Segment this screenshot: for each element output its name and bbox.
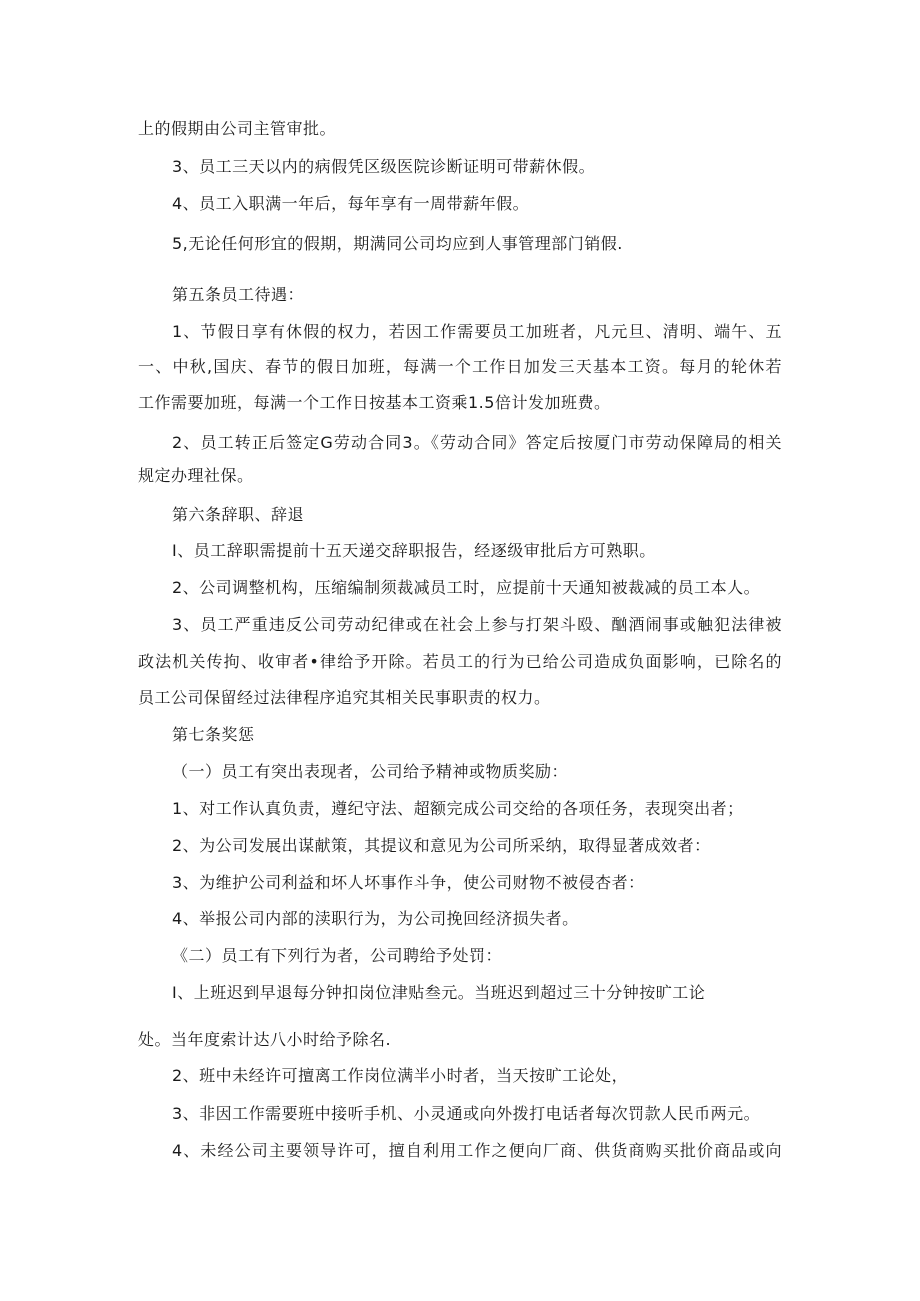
text-line: I、员工辞职需提前十五天递交辞职报告，经逐级审批后方可熟职。: [172, 541, 656, 560]
text-line: 2、员工转正后签定G劳动合同3。《劳动合同》答定后按厦门市劳动保障局的相关: [172, 433, 782, 452]
text-line: 3、为维护公司利益和坏人坏事作斗争，使公司财物不被侵杏者：: [172, 873, 645, 892]
text-line: 1、对工作认真负责，遵纪守法、超额完成公司交给的各项任务，表现突出者；: [172, 799, 744, 818]
text-line: 4、举报公司内部的渎职行为，为公司挽回经济损失者。: [172, 909, 579, 928]
text-line: 3、非因工作需要班中接听手机、小灵通或向外拨打电话者每次罚款人民币两元。: [172, 1104, 761, 1123]
text-line: （一）员工有突出表现者，公司给予精神或物质奖励：: [172, 762, 569, 781]
text-line: 4、未经公司主要领导许可，擅自利用工作之便向厂商、供货商购买批价商品或向: [172, 1141, 782, 1160]
text-line: 上的假期由公司主管审批。: [138, 119, 337, 138]
text-line: 5,无论任何形宜的假期，期满同公司均应到人事管理部门销假.: [172, 234, 623, 253]
text-line: 一、中秋,国庆、春节的假日加班，每满一个工作日加发三天基本工资。每月的轮休若: [138, 357, 782, 376]
text-line: 工作需要加班，每满一个工作日按基本工资乘1.5倍计发加班费。: [138, 393, 611, 412]
section-heading: 第六条辞职、辞退: [172, 505, 305, 524]
text-line: 2、为公司发展出谋献策，其提议和意见为公司所采纳，取得显著成效者：: [172, 836, 711, 855]
text-line: 规定办理社保。: [138, 466, 254, 485]
text-line: 4、员工入职满一年后，每年享有一周带薪年假。: [172, 194, 530, 213]
section-heading: 第七条奖惩: [172, 725, 255, 744]
text-line: 政法机关传拘、收审者•律给予开除。若员工的行为已给公司造成负面影响，已除名的: [138, 652, 782, 671]
text-line: 《二）员工有下列行为者，公司聘给予处罚：: [172, 946, 503, 965]
text-line: 处。当年度索计达八小时给予除名.: [138, 1030, 392, 1049]
text-line: 1、节假日享有休假的权力，若因工作需要员工加班者，凡元旦、清明、端午、五: [172, 322, 782, 341]
section-heading: 第五条员工待遇：: [172, 285, 305, 304]
text-line: 2、班中未经许可擅离工作岗位满半小时者，当天按旷工论处，: [172, 1066, 629, 1085]
text-line: 3、员工三天以内的病假凭区级医院诊断证明可带薪休假。: [172, 157, 596, 176]
text-line: 员工公司保留经过法律程序追究其相关民事职责的权力。: [138, 688, 551, 707]
text-line: 3、员工严重违反公司劳动纪律或在社会上参与打架斗殴、酗酒闹事或触犯法律被: [172, 615, 782, 634]
text-line: 2、公司调整机构，压缩编制须裁减员工时，应提前十天通知被裁减的员工本人。: [172, 578, 761, 597]
text-line: I、上班迟到早退每分钟扣岗位津贴叁元。当班迟到超过三十分钟按旷工论: [172, 983, 706, 1002]
